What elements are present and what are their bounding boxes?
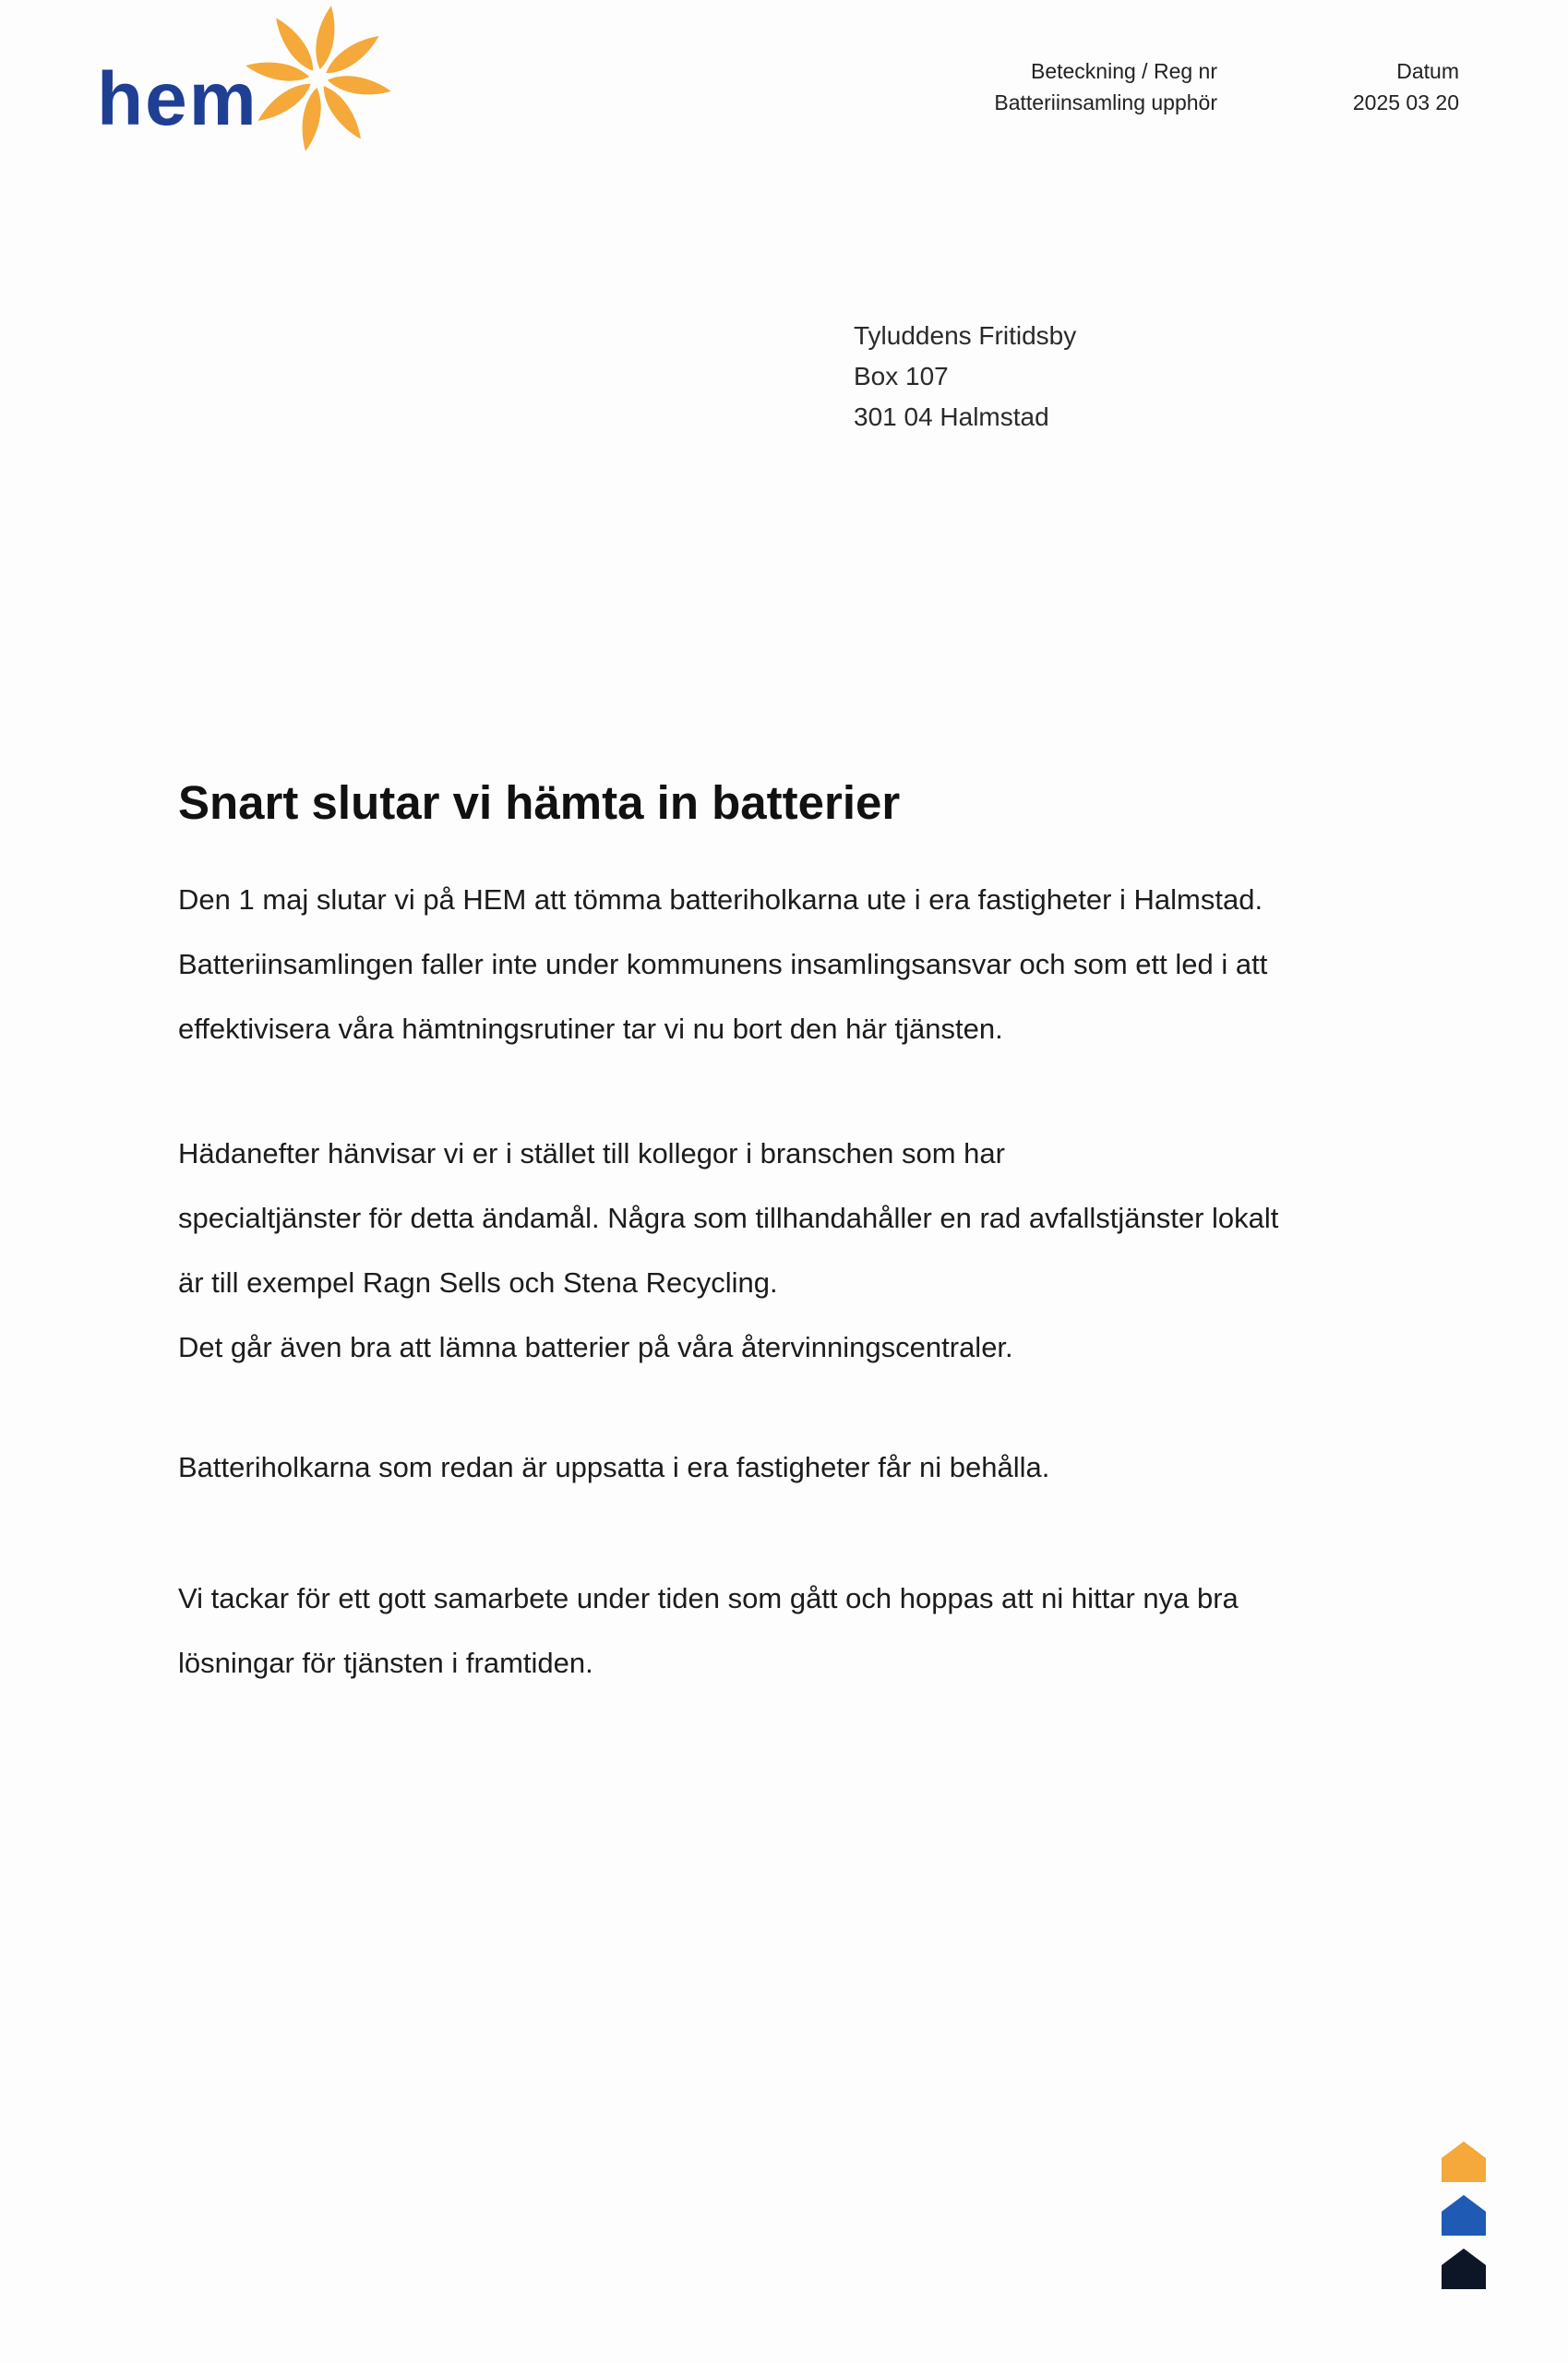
- paragraph-4: [178, 1566, 1239, 1696]
- paragraph-line: effektivisera våra hämtningsrutiner tar vi nu bort den här tjänsten.: [178, 1013, 1003, 1045]
- paragraph-line: lösningar för tjänsten i framtiden.: [178, 1647, 593, 1679]
- footer-house-marks: [1440, 2140, 1491, 2295]
- house-icon: [1440, 2247, 1488, 2291]
- reference-label: Beteckning / Reg nr: [1030, 59, 1217, 83]
- recipient-postal: 301 04 Halmstad: [854, 402, 1049, 431]
- paragraph-line: Det går även bra att lämna batterier på våra återvinningscentraler.: [178, 1331, 1013, 1363]
- recipient-name: Tyluddens Fritidsby: [854, 321, 1077, 350]
- house-icon: [1440, 2193, 1488, 2237]
- paragraph-line: Batteriholkarna som redan är uppsatta i era fastigheter får ni behålla.: [178, 1451, 1050, 1483]
- recipient-box: Box 107: [854, 362, 949, 390]
- paragraph-line: Hädanefter hänvisar vi er i stället till kollegor i branschen som har: [178, 1137, 1005, 1170]
- reference-block: [994, 55, 1217, 118]
- date-value: 2025 03 20: [1352, 90, 1459, 114]
- date-label: Datum: [1396, 59, 1459, 83]
- paragraph-line: Den 1 maj slutar vi på HEM att tömma batteriholkarna ute i era fastigheter i Halmstad.: [178, 883, 1263, 916]
- paragraph-line: är till exempel Ragn Sells och Stena Recycling.: [178, 1266, 778, 1299]
- recipient-address: [854, 316, 1076, 438]
- paragraph-2: [178, 1122, 1278, 1380]
- date-block: [1353, 55, 1459, 118]
- paragraph-line: Batteriinsamlingen faller inte under kommunens insamlingsansvar och som ett led i att: [178, 948, 1268, 980]
- house-icon: [1440, 2140, 1488, 2184]
- paragraph-line: Vi tackar för ett gott samarbete under tiden som gått och hoppas att ni hittar nya bra: [178, 1582, 1239, 1614]
- paragraph-3: [178, 1435, 1049, 1500]
- paragraph-1: [178, 868, 1267, 1062]
- sun-icon: [97, 0, 401, 166]
- paragraph-line: specialtjänster för detta ändamål. Några som tillhandahåller en rad avfallstjänster lokalt: [178, 1202, 1279, 1234]
- hem-logo: [97, 0, 401, 166]
- reference-value: Batteriinsamling upphör: [994, 90, 1217, 114]
- letter-title: Snart slutar vi hämta in batterier: [178, 776, 901, 829]
- logo-wordmark: hem: [97, 57, 258, 141]
